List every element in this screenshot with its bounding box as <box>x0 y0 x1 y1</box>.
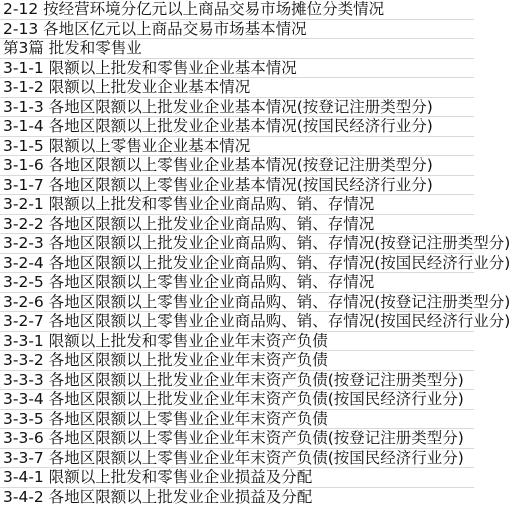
cell-text: 2-12 按经营环境分亿元以上商品交易市场摊位分类情况 <box>3 0 384 20</box>
cell-text: 3-2-1 限额以上批发和零售业企业商品购、销、存情况 <box>3 195 374 215</box>
table-row[interactable] <box>0 254 474 274</box>
table-row[interactable] <box>0 312 474 332</box>
table-row[interactable] <box>0 195 474 215</box>
table-row[interactable] <box>0 371 474 391</box>
table-row[interactable] <box>0 98 474 118</box>
table-row[interactable] <box>0 156 474 176</box>
table-row[interactable] <box>0 351 474 371</box>
cell-text: 3-2-7 各地区限额以上零售业企业商品购、销、存情况(按国民经济行业分) <box>3 312 510 332</box>
cell-text: 3-1-5 限额以上零售业企业基本情况 <box>3 137 250 157</box>
cell-text: 3-3-7 各地区限额以上零售业企业年末资产负债(按国民经济行业分) <box>3 449 464 469</box>
table-row[interactable] <box>0 59 474 79</box>
table-row[interactable] <box>0 234 474 254</box>
table-row[interactable] <box>0 449 474 469</box>
table-row[interactable] <box>0 332 474 352</box>
cell-text: 3-2-6 各地区限额以上零售业企业商品购、销、存情况(按登记注册类型分) <box>3 293 510 313</box>
table-row[interactable] <box>0 410 474 430</box>
table-row[interactable] <box>0 137 474 157</box>
cell-text: 3-1-1 限额以上批发和零售业企业基本情况 <box>3 59 297 79</box>
cell-text: 3-1-7 各地区限额以上零售业企业基本情况(按国民经济行业分) <box>3 176 433 196</box>
table-row[interactable] <box>0 20 474 40</box>
cell-text: 3-1-4 各地区限额以上批发业企业基本情况(按国民经济行业分) <box>3 117 433 137</box>
table-row[interactable] <box>0 78 474 98</box>
cell-text: 3-1-3 各地区限额以上批发业企业基本情况(按登记注册类型分) <box>3 98 433 118</box>
cell-text: 3-4-2 各地区限额以上批发业企业损益及分配 <box>3 488 312 507</box>
table-row[interactable] <box>0 273 474 293</box>
section-heading: 第3篇 批发和零售业 <box>3 39 142 59</box>
cell-text: 3-3-1 限额以上批发和零售业企业年末资产负债 <box>3 332 328 352</box>
cell-text: 3-3-3 各地区限额以上批发业企业年末资产负债(按登记注册类型分) <box>3 371 464 391</box>
cell-text: 3-2-3 各地区限额以上批发业企业商品购、销、存情况(按登记注册类型分) <box>3 234 510 254</box>
cell-text: 3-2-2 各地区限额以上批发业企业商品购、销、存情况 <box>3 215 374 235</box>
cell-text: 3-1-6 各地区限额以上零售业企业基本情况(按登记注册类型分) <box>3 156 433 176</box>
cell-text: 3-3-2 各地区限额以上批发业企业年末资产负债 <box>3 351 328 371</box>
table-row[interactable] <box>0 429 474 449</box>
table-row[interactable] <box>0 215 474 235</box>
table-row[interactable] <box>0 39 474 59</box>
table-row[interactable] <box>0 117 474 137</box>
cell-text: 3-1-2 限额以上批发业企业基本情况 <box>3 78 250 98</box>
cell-text: 3-2-5 各地区限额以上零售业企业商品购、销、存情况 <box>3 273 374 293</box>
table-row[interactable] <box>0 468 474 488</box>
table-row[interactable] <box>0 293 474 313</box>
cell-text: 3-3-5 各地区限额以上零售业企业年末资产负债 <box>3 410 328 430</box>
table-row[interactable] <box>0 488 474 500</box>
table-row[interactable] <box>0 390 474 410</box>
cell-text: 3-3-6 各地区限额以上零售业企业年末资产负债(按登记注册类型分) <box>3 429 464 449</box>
table-row[interactable] <box>0 176 474 196</box>
cell-text: 3-4-1 限额以上批发和零售业企业损益及分配 <box>3 468 312 488</box>
cell-text: 2-13 各地区亿元以上商品交易市场基本情况 <box>3 20 307 40</box>
table-row[interactable] <box>0 0 474 20</box>
cell-text: 3-3-4 各地区限额以上批发业企业年末资产负债(按国民经济行业分) <box>3 390 464 410</box>
cell-text: 3-2-4 各地区限额以上批发业企业商品购、销、存情况(按国民经济行业分) <box>3 254 510 274</box>
